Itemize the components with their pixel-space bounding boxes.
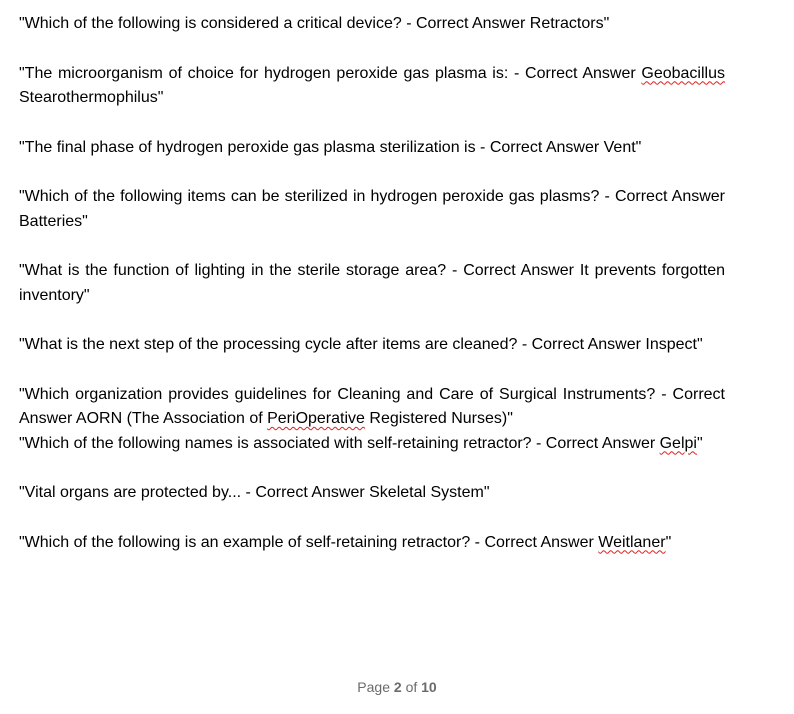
qa-paragraph-5: "What is the function of lighting in the sterile storage area? - Correct Answer It prevents forgotten inventory": [19, 262, 725, 304]
spellcheck-flagged-word[interactable]: Geobacillus: [641, 64, 725, 82]
page-label: Page: [357, 679, 390, 695]
total-pages-number: 10: [421, 679, 437, 695]
qa-text: Stearothermophilus": [19, 89, 164, 106]
qa-text: ": [665, 533, 672, 551]
qa-paragraph-6: "What is the next step of the processing cycle after items are cleaned? - Correct Answer Inspect": [19, 336, 703, 353]
qa-text: "Which of the following names is associated with self-retaining retractor? - Correct Answer: [19, 434, 660, 452]
qa-paragraph-8: [19, 432, 725, 457]
qa-text: Registered Nurses)": [364, 410, 513, 427]
of-label: of: [405, 679, 418, 695]
current-page-number: 2: [393, 679, 402, 695]
qa-paragraph-7: [19, 383, 725, 432]
spellcheck-flagged-word[interactable]: Gelpi: [659, 434, 697, 452]
qa-text: "Which of the following is an example of self-retaining retractor? - Correct Answer: [19, 533, 599, 551]
qa-text: "Which organization provides guidelines for Cleaning and Care of Surgical Instruments? - Correct Answer AORN (The Association of: [19, 385, 725, 427]
qa-paragraph-10: [19, 531, 725, 556]
qa-text: ": [696, 434, 703, 452]
page-number-footer: [0, 679, 794, 695]
document-page: [19, 12, 725, 580]
qa-paragraph-9: "Vital organs are protected by... - Correct Answer Skeletal System": [19, 484, 490, 501]
qa-paragraph-4: "Which of the following items can be sterilized in hydrogen peroxide gas plasms? - Correct Answer Batteries": [19, 188, 725, 230]
spellcheck-flagged-word[interactable]: PeriOperative: [267, 410, 365, 427]
qa-paragraph-3: "The final phase of hydrogen peroxide gas plasma sterilization is - Correct Answer Vent": [19, 138, 642, 156]
qa-text: "The microorganism of choice for hydrogen peroxide gas plasma is: - Correct Answer: [19, 64, 642, 82]
qa-paragraph-2: [19, 62, 725, 111]
qa-paragraph-1: "Which of the following is considered a critical device? - Correct Answer Retractors": [19, 15, 610, 32]
spellcheck-flagged-word[interactable]: Weitlaner: [598, 533, 666, 551]
